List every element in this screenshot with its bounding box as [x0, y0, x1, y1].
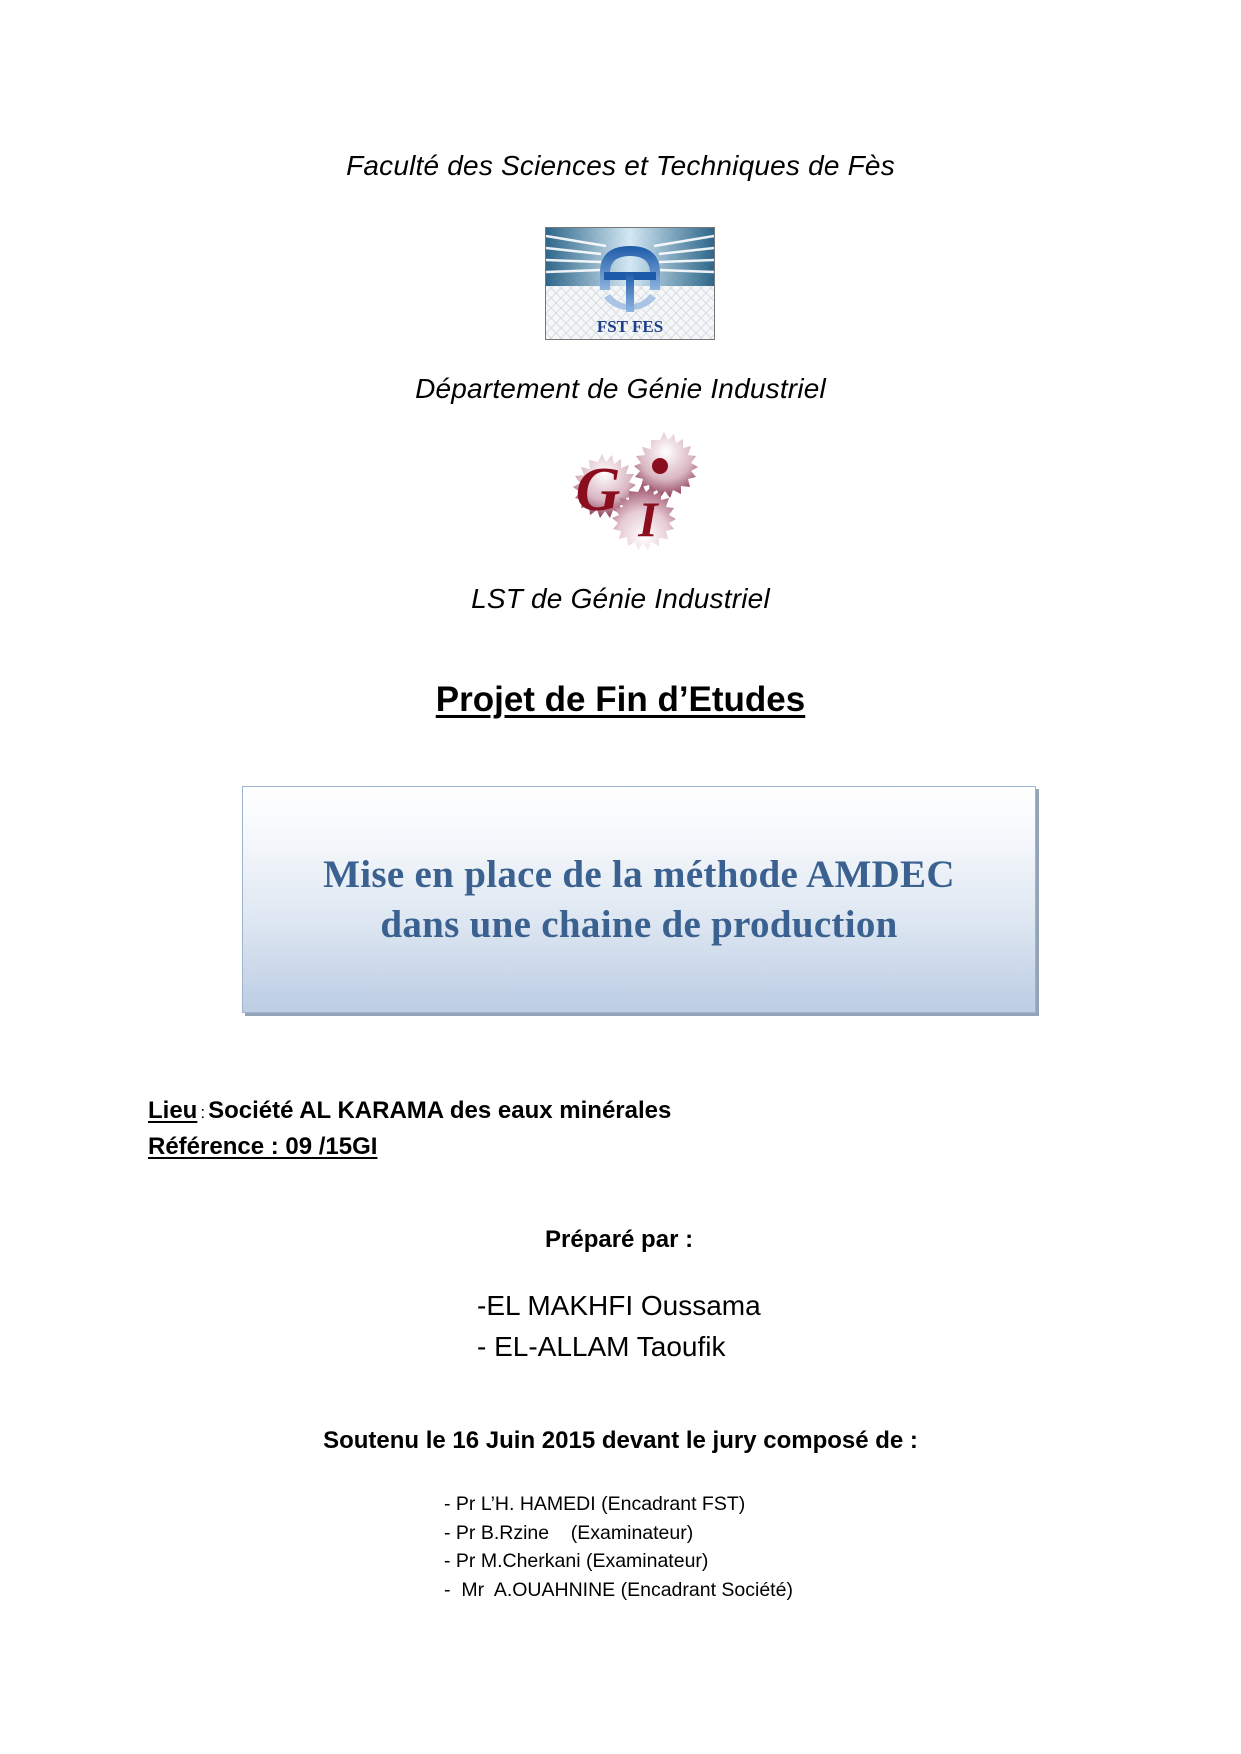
reference-line: [148, 1133, 377, 1161]
svg-text:I: I: [638, 491, 658, 547]
svg-text:FST FES: FST FES: [596, 317, 664, 336]
jury-list: [444, 1490, 793, 1604]
fst-fes-emblem-icon: [546, 228, 714, 339]
project-title: [323, 850, 955, 950]
project-title-line-1: Mise en place de la méthode AMDEC: [323, 852, 955, 896]
department-name: Département de Génie Industriel: [415, 373, 826, 404]
jury-member: - Pr B.Rzine (Examinateur): [444, 1521, 694, 1544]
location-colon: :: [200, 1103, 206, 1122]
author-2: - EL-ALLAM Taoufik: [477, 1331, 726, 1362]
gears-icon: [560, 432, 705, 567]
reference-label: Référence : 09 /15GI: [148, 1133, 378, 1160]
defense-statement: Soutenu le 16 Juin 2015 devant le jury composé de :: [323, 1427, 918, 1454]
jury-member: - Pr L’H. HAMEDI (Encadrant FST): [444, 1493, 746, 1515]
prepared-by-label: Préparé par :: [545, 1226, 694, 1253]
faculty-name: Faculté des Sciences et Techniques de Fès: [346, 150, 895, 181]
author-1: -EL MAKHFI Oussama: [477, 1290, 761, 1321]
svg-text:G: G: [575, 456, 621, 524]
fst-fes-logo: [545, 227, 715, 340]
program-name: LST de Génie Industriel: [471, 583, 770, 614]
jury-member: - Pr M.Cherkani (Examinateur): [444, 1550, 709, 1572]
location-value: Société AL KARAMA des eaux minérales: [208, 1097, 672, 1124]
document-type-heading: [0, 680, 1241, 720]
document-type-label: Projet de Fin d’Etudes: [435, 680, 806, 719]
location-line: [148, 1097, 671, 1125]
jury-member: - Mr A.OUAHNINE (Encadrant Société): [444, 1578, 793, 1601]
gi-logo: [560, 432, 705, 567]
project-title-box: [242, 786, 1036, 1013]
project-title-line-2: dans une chaine de production: [380, 902, 898, 946]
location-label: Lieu: [148, 1097, 198, 1124]
